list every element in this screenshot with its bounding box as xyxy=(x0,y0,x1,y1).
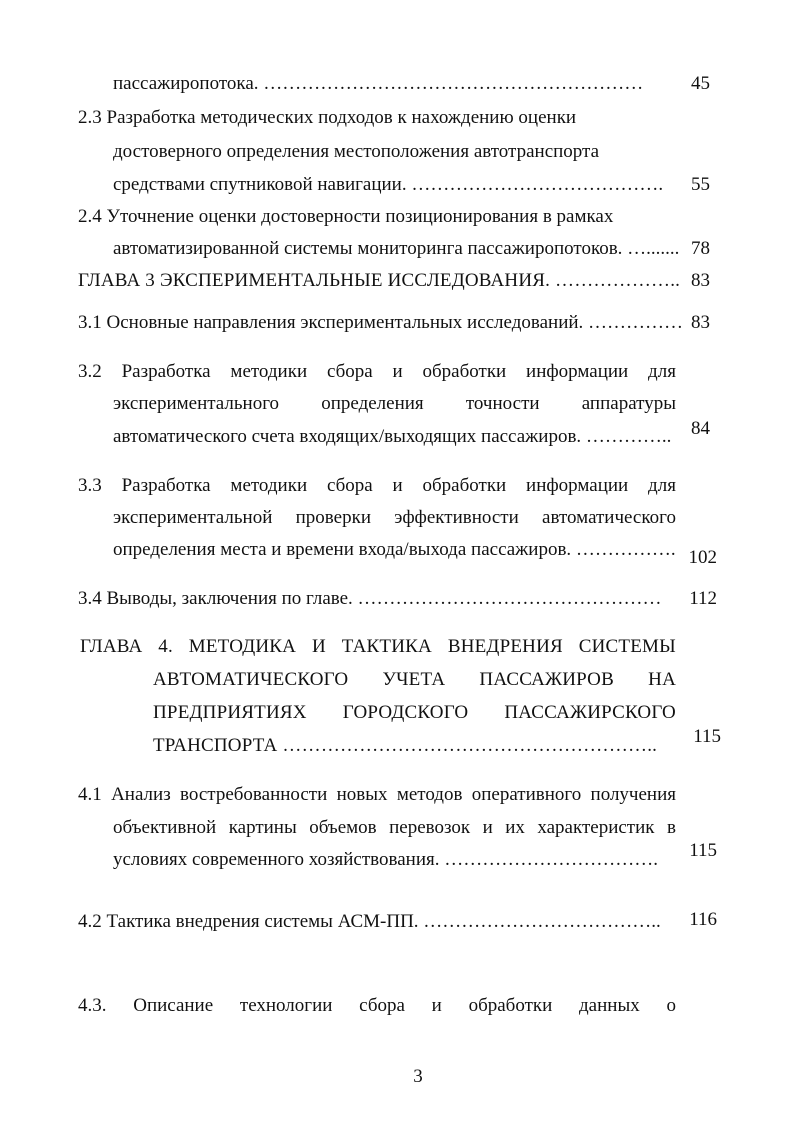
toc-word: и xyxy=(431,995,442,1016)
toc-word: обработки xyxy=(422,475,507,496)
toc-justified-line xyxy=(113,393,676,415)
toc-word: сбора xyxy=(359,995,405,1016)
toc-word: методики xyxy=(230,475,308,496)
toc-page-number: 78 xyxy=(691,238,710,259)
toc-word: проверки xyxy=(295,507,372,528)
toc-justified-line xyxy=(78,475,676,497)
toc-word: И xyxy=(311,636,326,657)
toc-word: информации xyxy=(526,475,629,496)
toc-word: Разработка xyxy=(121,475,211,496)
toc-word: ПРЕДПРИЯТИЯХ xyxy=(153,702,307,723)
toc-justified-line xyxy=(78,784,676,806)
toc-word: для xyxy=(648,361,676,382)
toc-line: средствами спутниковой навигации. …………………………………. xyxy=(113,174,664,195)
toc-justified-line xyxy=(78,995,676,1017)
toc-word: 4.3. xyxy=(78,995,107,1016)
toc-word: оперативного xyxy=(471,784,582,805)
toc-word: Разработка xyxy=(121,361,211,382)
toc-word: методов xyxy=(396,784,463,805)
toc-word: АВТОМАТИЧЕСКОГО xyxy=(153,669,349,690)
toc-word: эффективности xyxy=(394,507,519,528)
toc-word: картины xyxy=(228,817,297,838)
toc-page-number: 102 xyxy=(688,547,717,568)
toc-word: точности xyxy=(465,393,540,414)
toc-word: экспериментального xyxy=(113,393,280,414)
toc-word: и xyxy=(392,361,403,382)
toc-line: автоматического счета входящих/выходящих пассажиров. ………….. xyxy=(113,426,672,447)
toc-line: достоверного определения местоположения автотранспорта xyxy=(113,141,600,162)
toc-word: определения xyxy=(321,393,424,414)
toc-word: востребованности xyxy=(180,784,328,805)
toc-chapter-heading xyxy=(153,702,676,724)
toc-word: УЧЕТА xyxy=(382,669,446,690)
toc-word: Анализ xyxy=(111,784,171,805)
toc-word: их xyxy=(505,817,525,838)
toc-page-number: 115 xyxy=(689,840,717,861)
toc-word: данных xyxy=(579,995,640,1016)
toc-word: технологии xyxy=(239,995,333,1016)
toc-line: 3.4 Выводы, заключения по главе. ………………………………………… xyxy=(78,588,662,609)
toc-word: методики xyxy=(230,361,308,382)
toc-word: объективной xyxy=(113,817,217,838)
toc-chapter-heading: ГЛАВА 3 ЭКСПЕРИМЕНТАЛЬНЫЕ ИССЛЕДОВАНИЯ. ……………….. xyxy=(78,270,681,291)
toc-word: СИСТЕМЫ xyxy=(578,636,676,657)
toc-word: автоматического xyxy=(542,507,676,528)
toc-word: НА xyxy=(648,669,676,690)
toc-word: новых xyxy=(336,784,388,805)
toc-word: ПАССАЖИРОВ xyxy=(479,669,614,690)
toc-line: автоматизированной системы мониторинга пассажиропотоков. …....... xyxy=(113,238,680,259)
toc-word: ГЛАВА xyxy=(80,636,143,657)
toc-line: 2.3 Разработка методических подходов к нахождению оценки xyxy=(78,107,577,128)
toc-word: характеристик xyxy=(537,817,655,838)
toc-page-number: 55 xyxy=(691,174,710,195)
toc-word: 3.2 xyxy=(78,361,102,382)
toc-line: 2.4 Уточнение оценки достоверности позиционирования в рамках xyxy=(78,206,614,227)
toc-page-number: 45 xyxy=(691,73,710,94)
toc-page-number: 116 xyxy=(689,909,717,930)
toc-word: перевозок xyxy=(389,817,471,838)
toc-page-number: 83 xyxy=(691,312,710,333)
toc-chapter-heading xyxy=(153,669,676,691)
toc-word: 4. xyxy=(158,636,173,657)
toc-line: 3.1 Основные направления экспериментальных исследований. …………… xyxy=(78,312,684,333)
toc-word: аппаратуры xyxy=(581,393,676,414)
toc-chapter-heading xyxy=(80,636,676,658)
toc-word: ГОРОДСКОГО xyxy=(342,702,469,723)
toc-word: получения xyxy=(590,784,676,805)
page-number: 3 xyxy=(413,1066,423,1087)
toc-word: Описание xyxy=(133,995,214,1016)
toc-justified-line xyxy=(78,361,676,383)
toc-page-number: 115 xyxy=(693,726,721,747)
toc-word: ВНЕДРЕНИЯ xyxy=(447,636,563,657)
toc-word: ПАССАЖИРСКОГО xyxy=(504,702,676,723)
toc-page-number: 112 xyxy=(689,588,717,609)
toc-word: сбора xyxy=(326,361,373,382)
toc-word: 3.3 xyxy=(78,475,102,496)
toc-word: в xyxy=(666,817,676,838)
toc-line: условиях современного хозяйствования. ……………………………. xyxy=(113,849,658,870)
toc-line: определения места и времени входа/выхода пассажиров. ……………. xyxy=(113,539,676,560)
toc-word: обработки xyxy=(468,995,553,1016)
toc-chapter-heading: ТРАНСПОРТА ………………………………………………….. xyxy=(153,735,658,756)
toc-word: и xyxy=(392,475,403,496)
toc-word: для xyxy=(648,475,676,496)
toc-word: МЕТОДИКА xyxy=(188,636,297,657)
toc-line: пассажиропотока. …………………………………………………… xyxy=(113,73,644,94)
toc-word: объемов xyxy=(309,817,377,838)
toc-word: и xyxy=(482,817,493,838)
toc-page-number: 84 xyxy=(691,418,710,439)
toc-word: 4.1 xyxy=(78,784,102,805)
toc-word: информации xyxy=(526,361,629,382)
toc-word: о xyxy=(666,995,676,1016)
toc-page-number: 83 xyxy=(691,270,710,291)
toc-word: экспериментальной xyxy=(113,507,273,528)
toc-word: ТАКТИКА xyxy=(341,636,432,657)
toc-justified-line xyxy=(113,507,676,529)
toc-justified-line xyxy=(113,817,676,839)
toc-line: 4.2 Тактика внедрения системы АСМ-ПП. ……………………………….. xyxy=(78,911,661,932)
toc-word: обработки xyxy=(422,361,507,382)
toc-word: сбора xyxy=(326,475,373,496)
